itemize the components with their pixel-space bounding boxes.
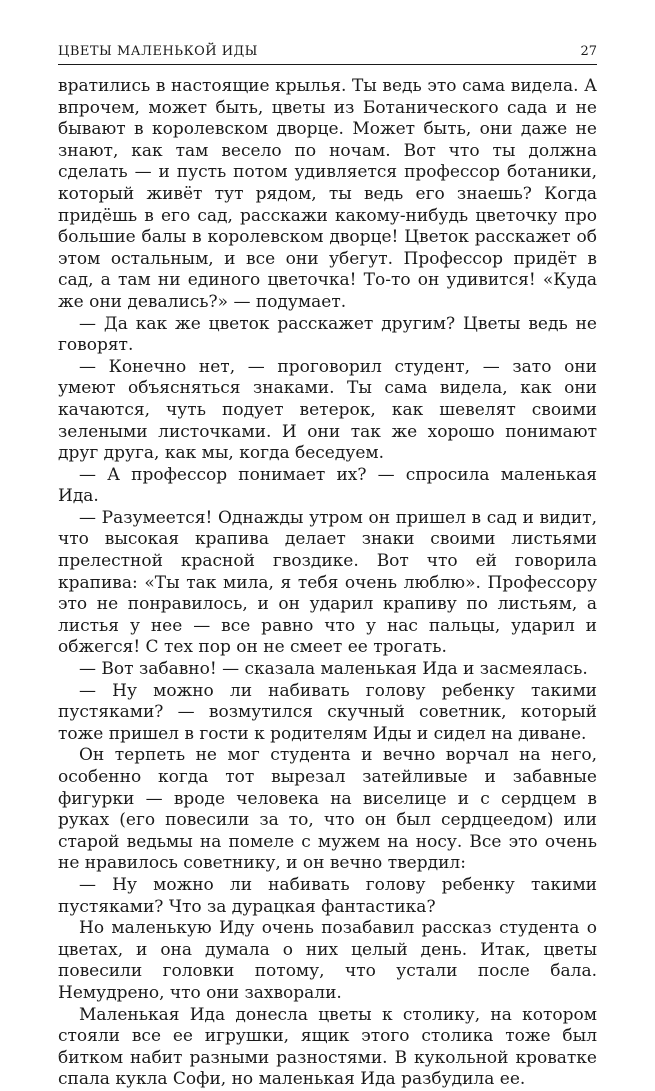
paragraph: — Разумеется! Однажды утром он пришел в сад и видит, что высокая крапива делает знаки своими листьями прелестной красной гвоздике. Вот что ей говорила крапива: «Ты так мила, я тебя очень люблю». Профессору это не понравилось, и он ударил крапиву по листьям, а листья у нее — все равно что у нас пальцы, ударил и обжегся! С тех пор он не смеет ее трогать. — [58, 507, 597, 658]
paragraph: вратились в настоящие крылья. Ты ведь это сама видела. А впрочем, может быть, цветы из Ботанического сада и не бывают в королевском дворце. Может быть, они даже не знают, как там весело по ночам. Вот что ты должна сделать — и пусть потом удивляется профессор ботаники, который живёт тут рядом, ты ведь его знаешь? Когда придёшь в его сад, расскажи какому-нибудь цветочку про большие балы в королевском дворце! Цветок расскажет об этом остальным, и все они убегут. Профессор придёт в сад, а там ни единого цветочка! То-то он удивится! «Куда же они девались?» — подумает. — [58, 76, 597, 312]
paragraph: — Да как же цветок расскажет другим? Цветы ведь не говорят. — [58, 313, 597, 356]
body-text — [58, 76, 597, 1091]
paragraph: Он терпеть не мог студента и вечно ворчал на него, особенно когда тот вырезал затейливые и забавные фигурки — вроде человека на виселице и с сердцем в руках (его повесили за то, что он был сердцеедом) или старой ведьмы на помеле с мужем на носу. Все это очень не нравилось советнику, и он вечно твердил: — [58, 745, 597, 874]
paragraph: — Вот забавно! — сказала маленькая Ида и засмеялась. — [79, 659, 588, 680]
page-number: 27 — [580, 44, 597, 59]
header-rule — [58, 64, 597, 65]
running-head: ЦВЕТЫ МАЛЕНЬКОЙ ИДЫ — [58, 44, 258, 59]
paragraph: — Конечно нет, — проговорил студент, — зато они умеют объясняться знаками. Ты сама видела, как они качаются, чуть подует ветерок, как шевелят своими зелеными листочками. И они так же хорошо понимают друг друга, как мы, когда беседуем. — [58, 356, 597, 464]
paragraph: — Ну можно ли набивать голову ребенку такими пустяками? Что за дурацкая фантастика? — [58, 874, 597, 917]
paragraph: — А профессор понимает их? — спросила маленькая Ида. — [58, 464, 597, 507]
paragraph: Маленькая Ида донесла цветы к столику, на котором стояли все ее игрушки, ящик этого столика тоже был битком набит разными разностями. В кукольной кроватке спала кукла Софи, но маленькая Ида разбудила ее. — [58, 1004, 597, 1090]
paragraph: Но маленькую Иду очень позабавил рассказ студента о цветах, и она думала о них целый день. Итак, цветы повесили головки потому, что устали после бала. Немудрено, что они захворали. — [58, 918, 597, 1003]
paragraph: — Ну можно ли набивать голову ребенку такими пустяками? — возмутился скучный советник, который тоже пришел в гости к родителям Иды и сидел на диване. — [58, 680, 597, 744]
